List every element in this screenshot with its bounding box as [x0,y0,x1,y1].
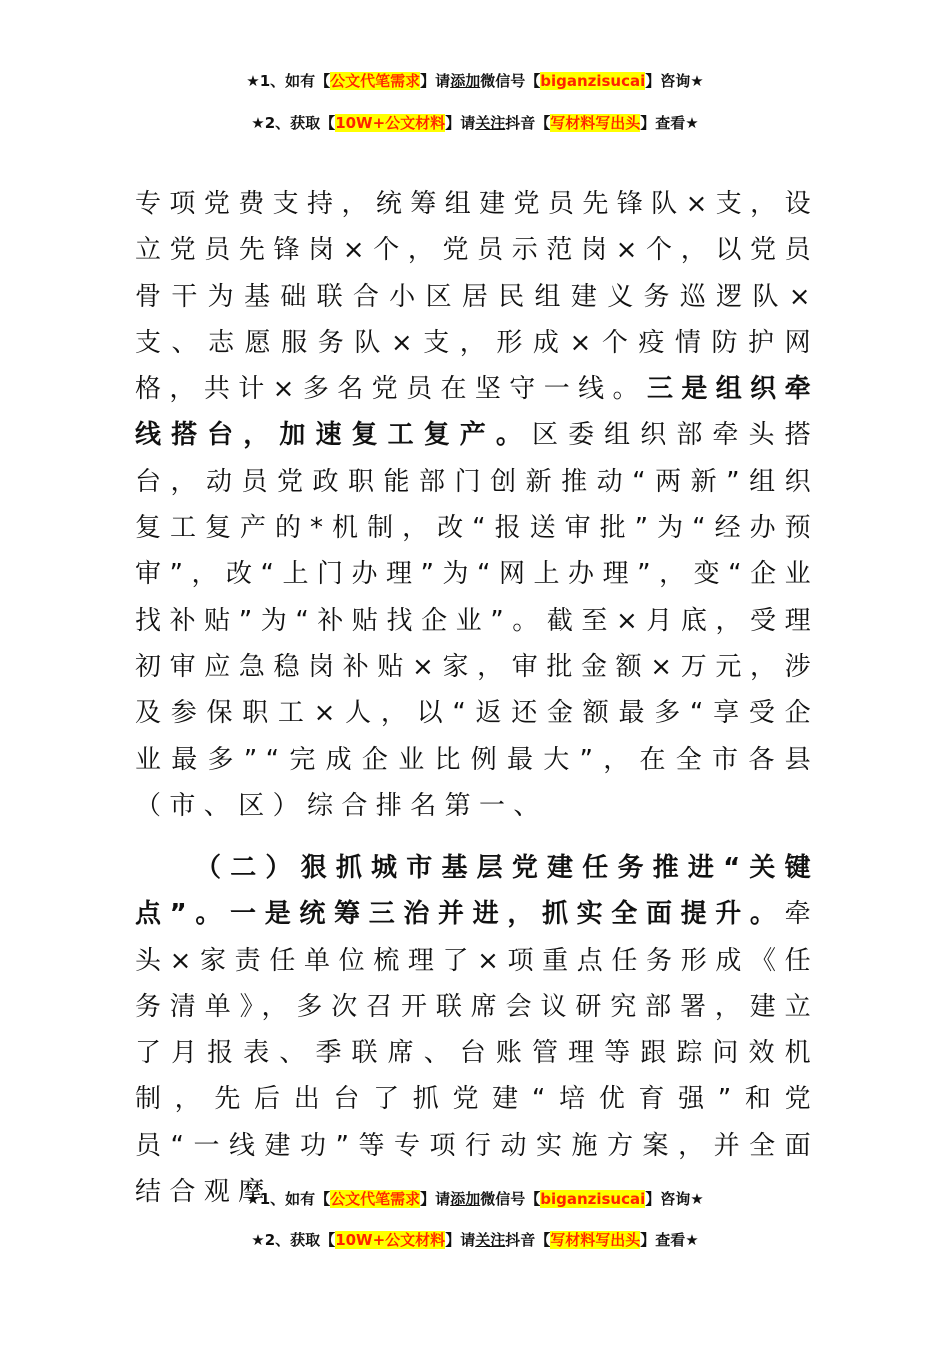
highlight-douyin-account: 写材料写出头 [550,114,641,132]
footer-banner-line-2: ★2、获取【10W+公文材料】请关注抖音【写材料写出头】查看★ [251,1231,699,1249]
header-banner-line-2: ★2、获取【10W+公文材料】请关注抖音【写材料写出头】查看★ [251,114,699,132]
highlight-wechat-id: biganzisucai [540,1190,646,1208]
highlight-douyin-account: 写材料写出头 [550,1231,641,1249]
highlight-materials: 10W+公文材料 [335,1231,446,1249]
paragraph-1: 专项党费支持，统筹组建党员先锋队×支，设立党员先锋岗×个，党员示范岗×个，以党员骨干为基础联合小区居民组建义务巡逻队×支、志愿服务队×支，形成×个疫情防护网格，共计×多名党员在坚守一线。三是组织牵线搭台，加速复工复产。区委组织部牵头搭台，动员党政职能部门创新推动“两新”组织复工复产的*机制，改“报送审批”为“经办预审”，改“上门办理”为“网上办理”，变“企业找补贴”为“补贴找企业”。截至×月底，受理初审应急稳岗补贴×家，审批金额×万元，涉及参保职工×人，以“返还金额最多“享受企业最多”“完成企业比例最大”，在全市各县（市、区）综合排名第一、 [135,189,820,821]
footer-banner-line-1: ★1、如有【公文代笔需求】请添加微信号【biganzisucai】咨询★ [246,1190,704,1208]
highlight-materials: 10W+公文材料 [335,114,446,132]
paragraph-2: （二）狠抓城市基层党建任务推进“关键点”。一是统筹三治并进，抓实全面提升。牵头×家责任单位梳理了×项重点任务形成《任务清单》，多次召开联席会议研究部署，建立了月报表、季联席、台账管理等跟踪问效机制，先后出台了抓党建“培优育强”和党员“一线建功”等专项行动实施方案，并全面结合观摩 [135,853,819,1208]
highlight-wechat-id: biganzisucai [540,72,646,90]
highlight-service: 公文代笔需求 [330,72,421,90]
highlight-service: 公文代笔需求 [330,1190,421,1208]
header-banner-line-1: ★1、如有【公文代笔需求】请添加微信号【biganzisucai】咨询★ [246,72,704,90]
